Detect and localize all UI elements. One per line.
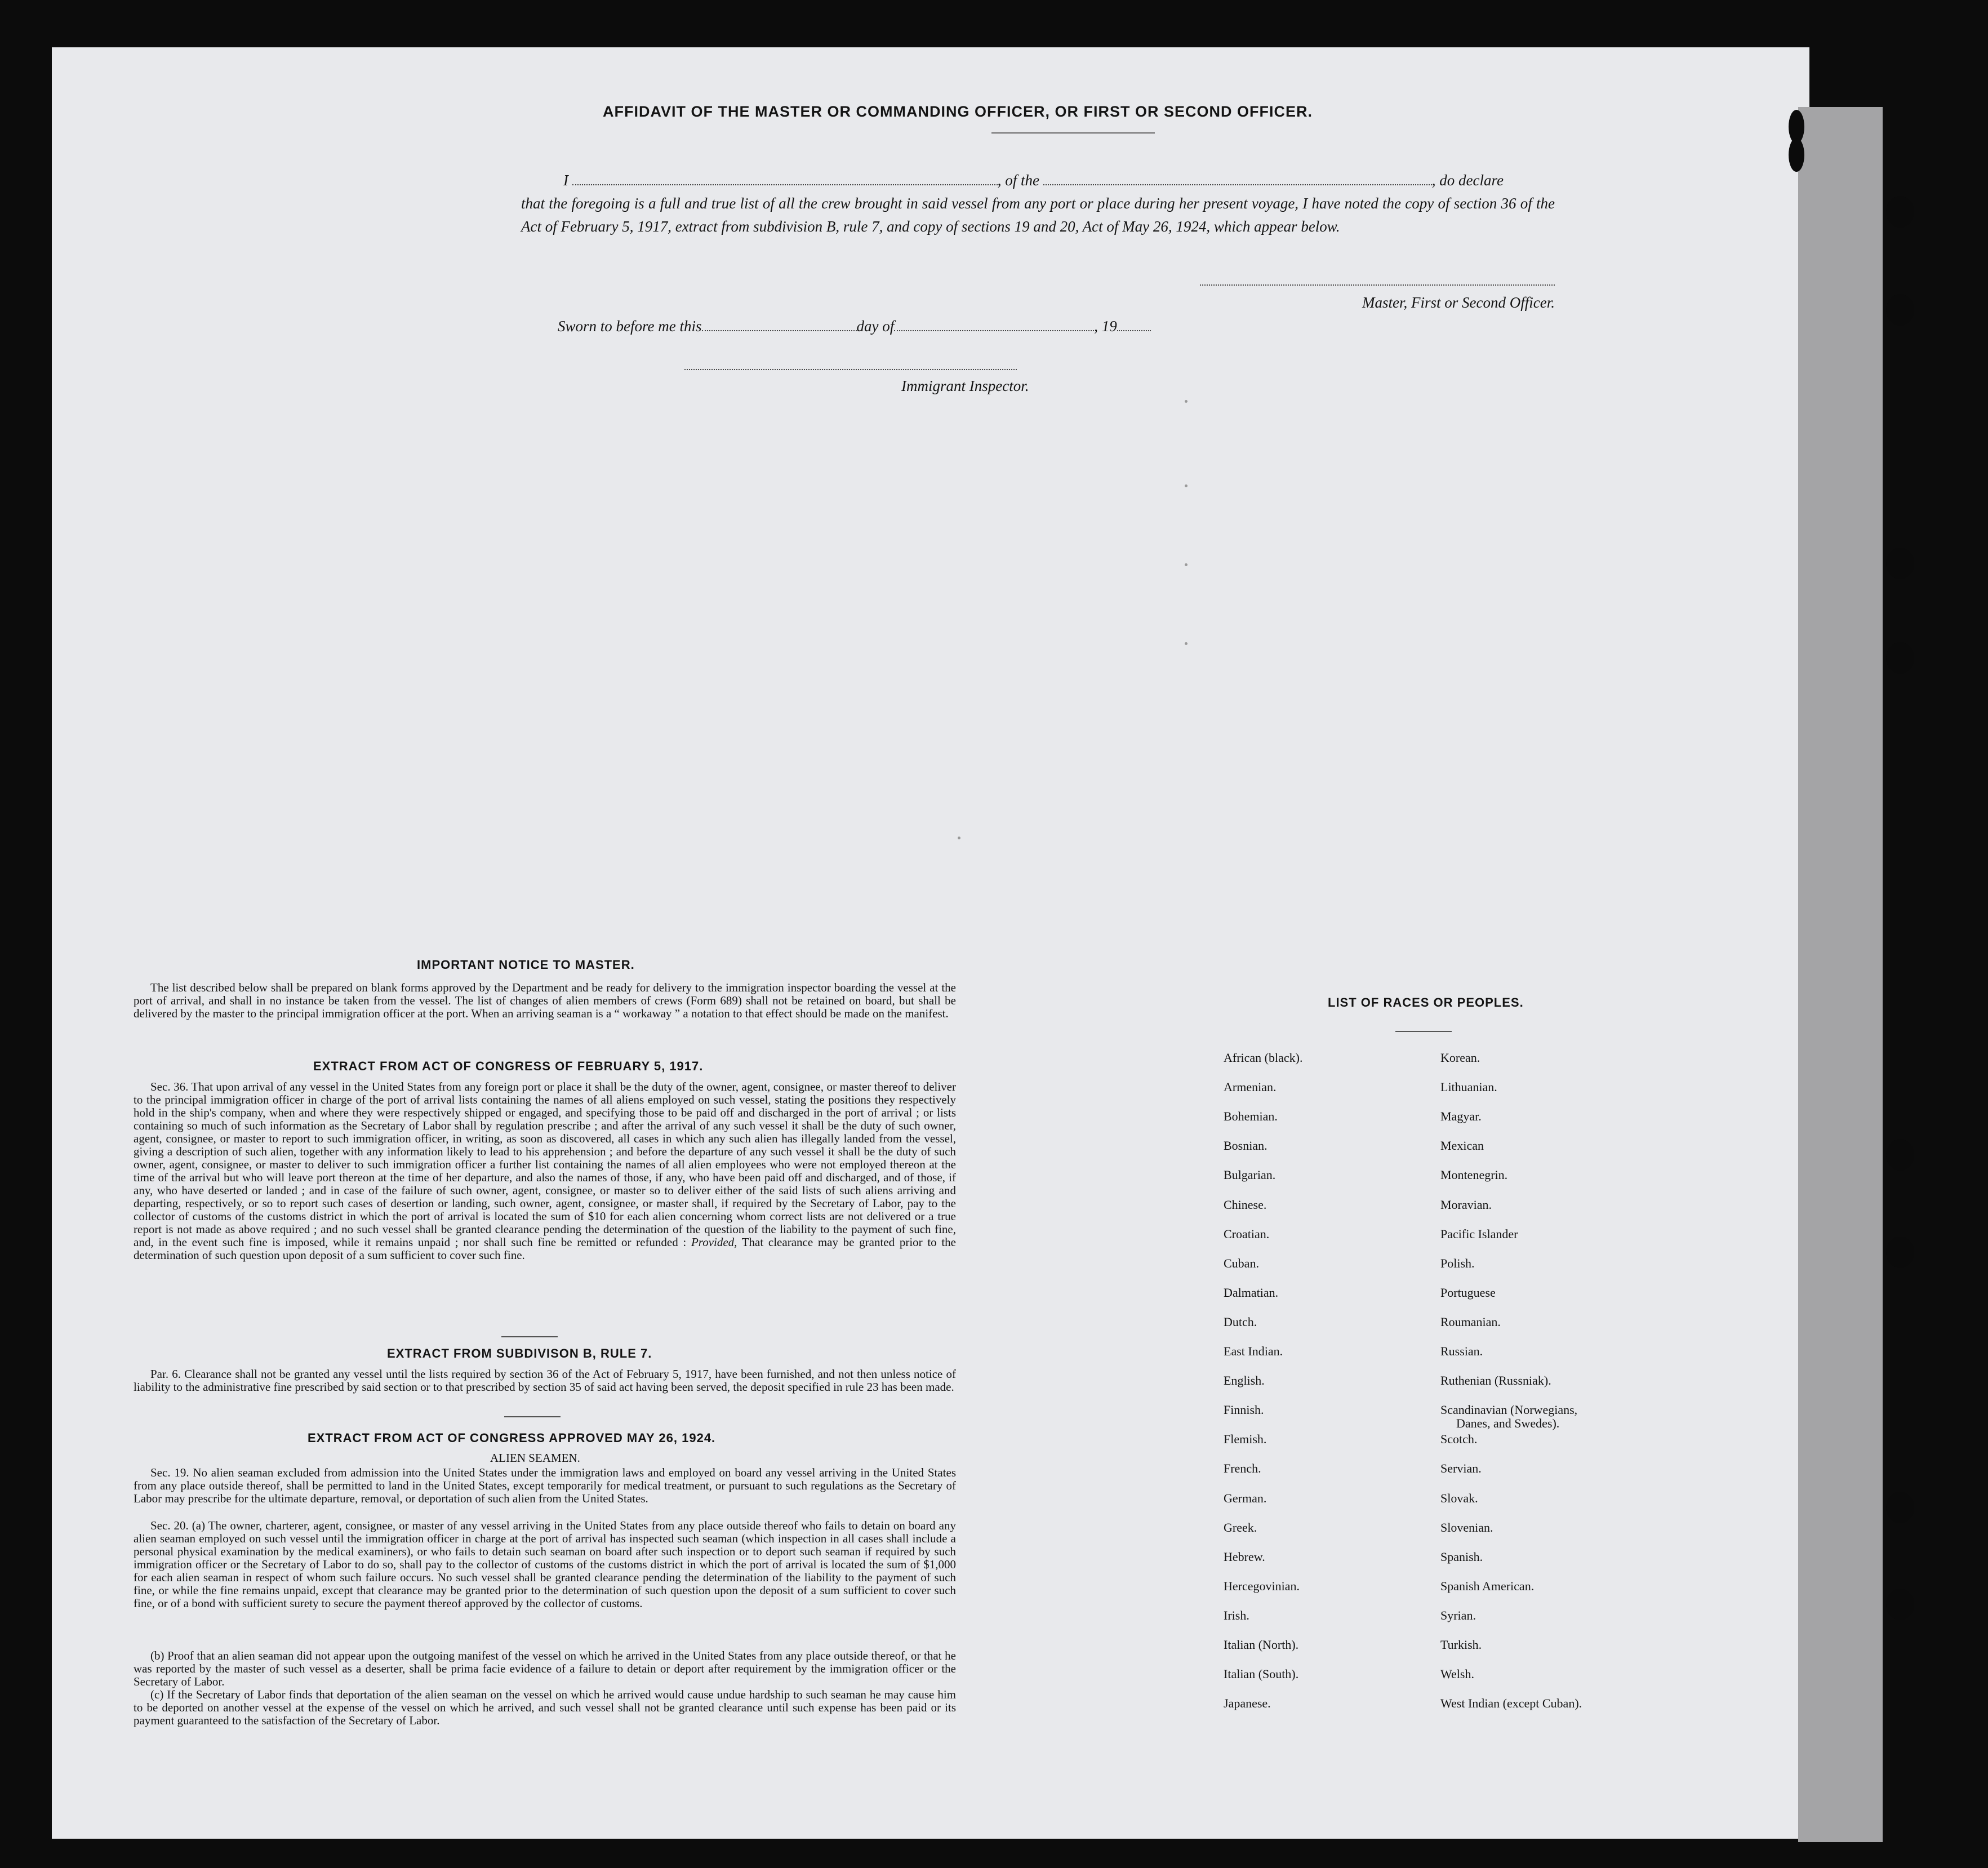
race-item: East Indian. <box>1224 1344 1283 1358</box>
extract-1917-title: EXTRACT FROM ACT OF CONGRESS OF FEBRUARY 5, 1917. <box>313 1059 704 1073</box>
punch-hole <box>1886 294 1914 326</box>
sworn-day-text: day of <box>856 318 895 335</box>
sworn-line <box>558 317 1151 335</box>
race-item: German. <box>1224 1491 1267 1505</box>
sec20b-text: (b) Proof that an alien seaman did not appear upon the outgoing manifest of the vessel on which he arrived in the United States from any place outside thereof, or that he was reported by the master of such vessel as a deserter, shall be prima facie evidence of a failure to detain or deport after requirement by the immigration officer or the Secretary of Labor. <box>134 1649 956 1688</box>
race-item-continuation: Danes, and Swedes). <box>1456 1416 1560 1431</box>
master-signature-label: Master, First or Second Officer. <box>1362 294 1555 311</box>
affidavit-title: AFFIDAVIT OF THE MASTER OR COMMANDING OFFICER, OR FIRST OR SECOND OFFICER. <box>603 103 1313 120</box>
faint-mark <box>1185 642 1188 645</box>
race-item: Servian. <box>1440 1461 1482 1476</box>
race-item: Bulgarian. <box>1224 1168 1276 1182</box>
race-item: Polish. <box>1440 1256 1475 1270</box>
punch-hole <box>1886 548 1914 579</box>
race-item: Italian (North). <box>1224 1638 1299 1652</box>
inspector-signature-line <box>684 369 1017 370</box>
sec36-text-end: That clearance may be granted prior to the determination of such question upon deposit of a sum sufficient to cover such fine. <box>134 1235 957 1262</box>
race-item: Dutch. <box>1224 1314 1257 1329</box>
race-item: Cuban. <box>1224 1256 1259 1270</box>
race-item: Croatian. <box>1224 1226 1270 1241</box>
section-rule <box>501 1336 558 1337</box>
sec20a-text: Sec. 20. (a) The owner, charterer, agent, consignee, or master of any vessel arriving in the United States from any place outside thereof who fails to detain on board any alien seaman employed on such vessel until the immigration officer in charge at the port of arrival has inspected such seaman (which inspection in all cases shall include a personal physical examination by the medical examiners), or who fails to detain such seaman on board after such inspection or to deport such seaman if required by such immigration officer or the Secretary of Labor to do so, shall pay to the collector of customs of the customs district in which the port of arrival is located the sum of $1,000 for each alien seaman in respect of whom such failure occurs. No such vessel shall be granted clearance pending the determination of the liability to the payment of such fine, or while the fine remains unpaid, except that clearance may be granted prior to the determination of such question upon the deposit of a sum sufficient to cover such fine, or of a bond with sufficient surety to secure the payment thereof approved by the collector of customs. <box>134 1519 956 1610</box>
punch-hole <box>1886 1492 1914 1523</box>
race-item: Slovak. <box>1440 1491 1478 1505</box>
races-title: LIST OF RACES OR PEOPLES. <box>1328 995 1524 1009</box>
notice-text: The list described below shall be prepared on blank forms approved by the Department and be ready for delivery to the immigration inspector boarding the vessel at the port of arrival, and shall in no instance be taken from the vessel. The list of changes of alien members of crews (Form 689) shall not be retained on board, but shall be delivered by the master to the principal immigration officer at the port. When an arriving seaman is a “ workaway ” a notation to that effect should be made on the manifest. <box>134 981 956 1020</box>
inspector-label: Immigrant Inspector. <box>901 377 1029 394</box>
extract-rule7-title: EXTRACT FROM SUBDIVISON B, RULE 7. <box>387 1346 652 1360</box>
race-item: Welsh. <box>1440 1667 1474 1682</box>
faint-mark <box>958 837 960 839</box>
race-item: Chinese. <box>1224 1197 1267 1212</box>
punch-hole <box>1886 1139 1914 1171</box>
sec19-text: Sec. 19. No alien seaman excluded from admission into the United States under the immigration laws and employed on board any vessel arriving in the United States from any place outside thereof, shall be permitted to land in the United States, except temporarily for medical treatment, or pursuant to such regulations as the Secretary of Labor may prescribe for the ultimate departure, removal, or deportation of such alien from the United States. <box>134 1466 956 1505</box>
sworn-year-text: , 19 <box>1094 318 1117 335</box>
sworn-prefix: Sworn to before me this <box>558 318 702 335</box>
of-the-text: , of the <box>997 172 1039 189</box>
faint-mark <box>1185 484 1188 487</box>
race-item: Mexican <box>1440 1138 1484 1153</box>
notice-title: IMPORTANT NOTICE TO MASTER. <box>417 958 635 972</box>
race-item: Slovenian. <box>1440 1520 1493 1535</box>
vessel-blank <box>1043 171 1432 185</box>
master-signature-line <box>1200 284 1555 286</box>
race-item: Finnish. <box>1224 1403 1264 1417</box>
race-item: Irish. <box>1224 1608 1249 1622</box>
faint-mark <box>1185 563 1188 566</box>
year-blank <box>1117 317 1151 331</box>
binding-strip <box>1798 107 1883 1842</box>
race-item: West Indian (except Cuban). <box>1440 1696 1582 1711</box>
race-item: Japanese. <box>1224 1696 1271 1711</box>
day-blank <box>702 317 857 331</box>
affidavit-declaration <box>521 169 1555 238</box>
sec20c-text: (c) If the Secretary of Labor finds that deportation of the alien seaman on the vessel on which he arrived would cause undue hardship to such seaman he may cause him to be deported on another vessel at the expense of the vessel on which he arrived, and such vessel shall not be granted clearance until such expense has been paid or its payment guaranteed to the satisfaction of the Secretary of Labor. <box>134 1688 956 1727</box>
race-item: Moravian. <box>1440 1197 1492 1212</box>
section-rule <box>504 1416 561 1417</box>
race-item: Dalmatian. <box>1224 1285 1279 1300</box>
race-item: Greek. <box>1224 1520 1257 1535</box>
title-rule <box>991 132 1155 134</box>
race-item: Pacific Islander <box>1440 1226 1518 1241</box>
race-item: French. <box>1224 1461 1261 1476</box>
race-item: Armenian. <box>1224 1080 1277 1095</box>
race-item: Flemish. <box>1224 1432 1267 1447</box>
provided-word: Provided, <box>691 1235 737 1249</box>
name-blank <box>572 171 998 185</box>
race-item: Bohemian. <box>1224 1109 1278 1124</box>
edge-hole <box>1789 138 1804 172</box>
i-word: I <box>563 172 568 189</box>
alien-seamen-subtitle: ALIEN SEAMEN. <box>490 1451 580 1465</box>
race-item: Magyar. <box>1440 1109 1482 1124</box>
race-item: Hebrew. <box>1224 1549 1265 1564</box>
race-item: Scandinavian (Norwegians, <box>1440 1403 1578 1417</box>
race-item: Syrian. <box>1440 1608 1476 1622</box>
sec36-text: Sec. 36. That upon arrival of any vessel in the United States from any foreign port or place it shall be the duty of the owner, agent, consignee, or master thereof to deliver to the principal immigration officer in charge of the port of arrival lists containing the names of all aliens employed on such vessel, stating the positions they respectively hold in the ship's company, when and where they were respectively shipped or engaged, and specifying those to be paid off and discharged in the port of arrival ; or lists containing so much of such information as the Secretary of Labor shall by regulation prescribe ; and after the arrival of any such vessel it shall be the duty of such owner, agent, consignee, or master to report to such immigration officer, in writing, as soon as discovered, all cases in which any such alien has illegally landed from the vessel, giving a description of such alien, together with any information likely to lead to his apprehension ; and before the departure of any such vessel it shall be the duty of such owner, agent, consignee, or master to deliver to such immigration officer a further list containing the names of all alien employees who were not employed thereon at the time of the arrival but who will leave port thereon at the time of her departure, and also the names of those, if any, who have been paid off and discharged, and of those, if any, who have deserted or landed ; and in case of the failure of such owner, agent, consignee, or master so to deliver either of the said lists of such aliens arriving and departing, respectively, or so to report such cases of desertion or landing, such owner, agent, consignee, or master shall, if required by the Secretary of Labor, pay to the collector of customs of the customs district in which the port of arrival is located the sum of $10 for each alien concerning whom correct lists are not delivered or a true report is not made as above required ; and no such vessel shall be granted clearance pending the determination of the question of the liability to the payment of such fine, and, in the event such fine is imposed, while it remains unpaid ; nor shall such fine be remitted or refunded : <box>134 1080 956 1249</box>
race-item: English. <box>1224 1373 1265 1388</box>
race-item: Hercegovinian. <box>1224 1578 1300 1593</box>
race-item: Spanish. <box>1440 1549 1483 1564</box>
race-item: Italian (South). <box>1224 1667 1299 1682</box>
extract-1924-title: EXTRACT FROM ACT OF CONGRESS APPROVED MAY 26, 1924. <box>308 1431 716 1445</box>
race-item: Spanish American. <box>1440 1578 1535 1593</box>
punch-hole <box>1886 1589 1914 1620</box>
month-blank <box>894 317 1094 331</box>
do-declare-text: , do declare <box>1431 172 1504 189</box>
race-item: Russian. <box>1440 1344 1483 1358</box>
faint-mark <box>1185 400 1188 403</box>
affidavit-statement: that the foregoing is a full and true list of all the crew brought in said vessel from any port or place during her present voyage, I have noted the copy of section 36 of the Act of February 5, 1917, extract from subdivision B, rule 7, and copy of sections 19 and 20, Act of May 26, 1924, which appear below. <box>521 195 1555 235</box>
race-item: Montenegrin. <box>1440 1168 1508 1182</box>
race-item: Ruthenian (Russniak). <box>1440 1373 1551 1388</box>
race-item: Portuguese <box>1440 1285 1496 1300</box>
punch-hole <box>1886 196 1914 228</box>
extract-1917-text <box>134 1080 956 1262</box>
race-item: African (black). <box>1224 1051 1303 1065</box>
race-item: Roumanian. <box>1440 1314 1501 1329</box>
race-item: Scotch. <box>1440 1432 1478 1447</box>
extract-rule7-text: Par. 6. Clearance shall not be granted any vessel until the lists required by section 36 of the Act of February 5, 1917, have been furnished, and not then unless notice of liability to the administrative fine prescribed by said section or to that prescribed by section 35 of said act having been served, the deposit specified in rule 23 has been made. <box>134 1367 956 1394</box>
race-item: Korean. <box>1440 1051 1480 1065</box>
races-rule <box>1395 1031 1452 1032</box>
race-item: Turkish. <box>1440 1638 1482 1652</box>
race-item: Lithuanian. <box>1440 1080 1497 1095</box>
punch-hole <box>1886 1237 1914 1268</box>
punch-hole <box>1886 642 1914 674</box>
race-item: Bosnian. <box>1224 1138 1267 1153</box>
